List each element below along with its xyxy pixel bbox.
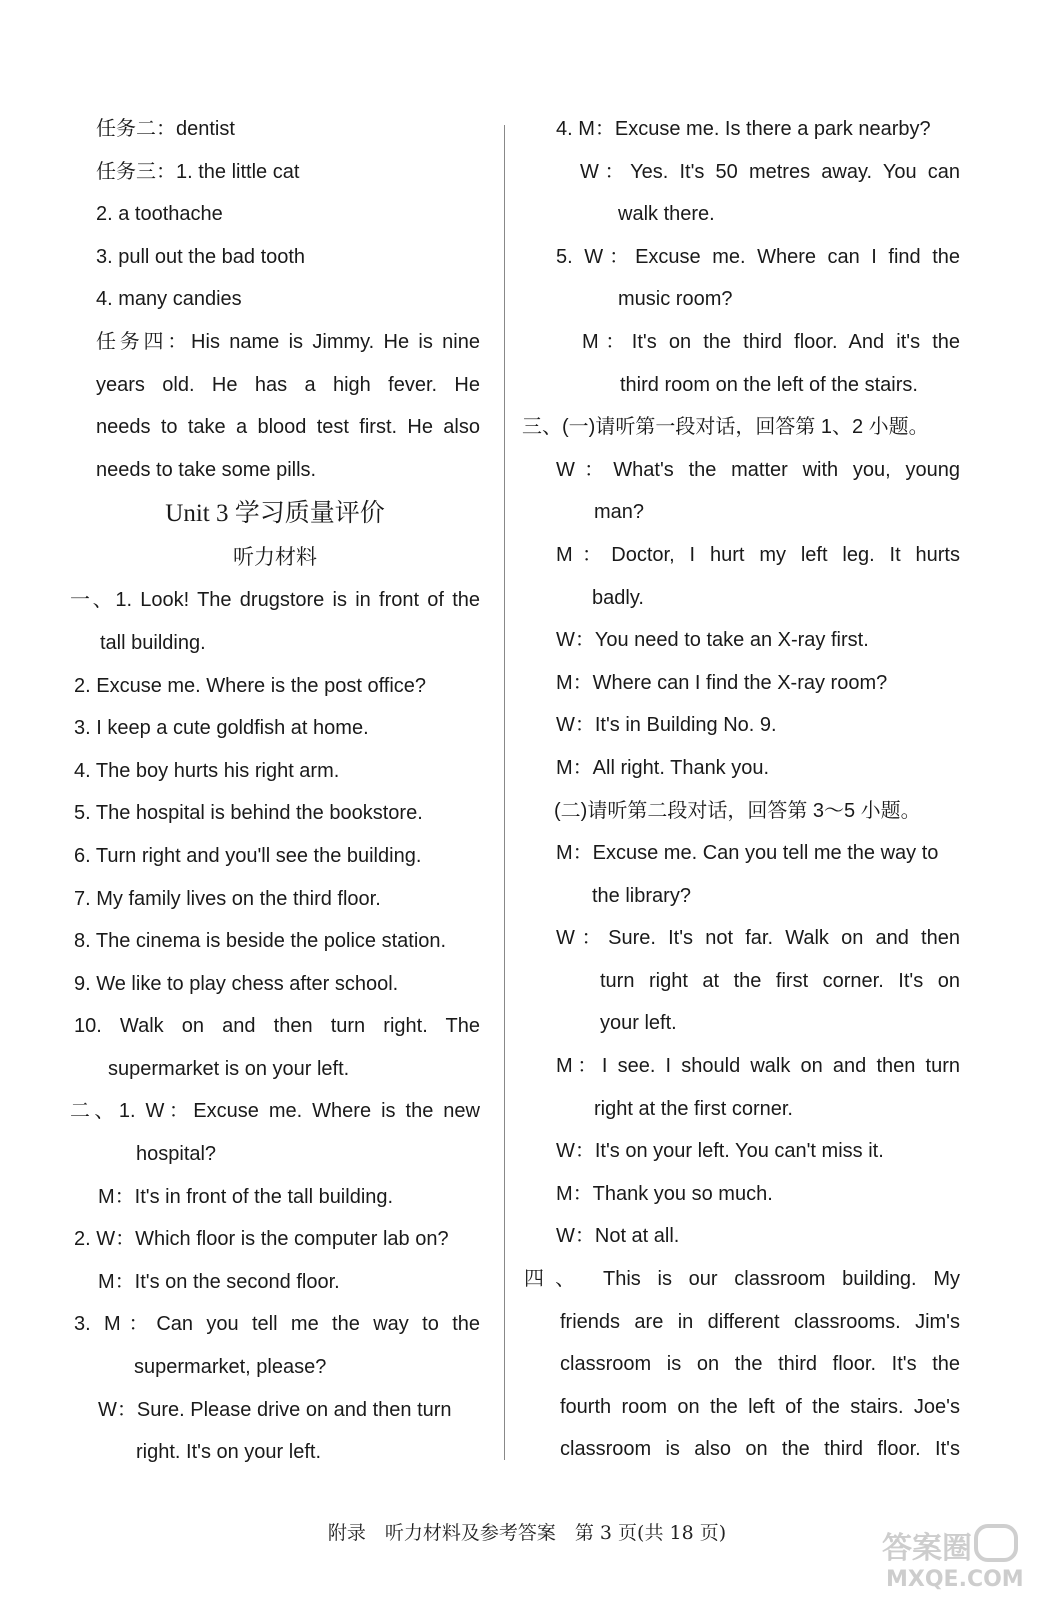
right-line: music room? xyxy=(618,288,733,311)
right-line: classroom is on the third floor. It's the xyxy=(560,1353,960,1376)
right-line: M：Where can I find the X-ray room? xyxy=(556,671,888,694)
left-line: M：It's on the second floor. xyxy=(98,1270,340,1293)
right-line: W：It's on your left. You can't miss it. xyxy=(556,1140,884,1163)
right-line: W：You need to take an X-ray first. xyxy=(556,629,869,652)
right-line: the library? xyxy=(592,884,691,907)
right-line: third room on the left of the stairs. xyxy=(620,373,918,396)
left-line: needs to take some pills. xyxy=(96,458,317,481)
right-line: M：Doctor, I hurt my left leg. It hurts xyxy=(556,543,960,566)
right-line: walk there. xyxy=(618,203,715,226)
left-line: 4. The boy hurts his right arm. xyxy=(74,759,340,782)
left-line: supermarket is on your left. xyxy=(108,1057,350,1080)
right-line: fourth room on the left of the stairs. Joe's xyxy=(560,1395,960,1418)
right-line: 三、(一)请听第一段对话，回答第 1、2 小题。 xyxy=(522,416,929,439)
left-line: years old. He has a high fever. He xyxy=(96,373,480,396)
left-line: 3. M：Can you tell me the way to the xyxy=(74,1313,480,1336)
right-column xyxy=(522,108,960,1471)
left-line: 7. My family lives on the third floor. xyxy=(74,887,381,910)
right-line: M：It's on the third floor. And it's the xyxy=(582,330,960,353)
right-line: man? xyxy=(594,501,645,524)
right-line: W：Not at all. xyxy=(556,1225,680,1248)
watermark-line1: 答案圈 xyxy=(882,1531,972,1566)
left-line: 10. Walk on and then turn right. The xyxy=(74,1015,480,1038)
page-footer: 附录 听力材料及参考答案 第 3 页(共 18 页) xyxy=(327,1522,727,1544)
left-line: 任务二：dentist xyxy=(96,118,235,140)
right-line: M：All right. Thank you. xyxy=(556,756,770,779)
left-line: hospital? xyxy=(136,1143,217,1166)
left-line: 3. pull out the bad tooth xyxy=(96,245,306,268)
left-line: W：Sure. Please drive on and then turn xyxy=(98,1398,452,1421)
left-line: 3. I keep a cute goldfish at home. xyxy=(74,717,369,740)
right-line: 5. W：Excuse me. Where can I find the xyxy=(556,245,960,268)
right-line: right at the first corner. xyxy=(594,1097,793,1120)
left-line: right. It's on your left. xyxy=(136,1441,322,1464)
right-line: M：Thank you so much. xyxy=(556,1182,773,1205)
left-line: 4. many candies xyxy=(96,288,242,311)
right-line: M：Excuse me. Can you tell me the way to xyxy=(556,842,939,865)
left-line: needs to take a blood test first. He also xyxy=(96,416,480,439)
left-line: tall building. xyxy=(100,631,206,654)
watermark-line2: MXQE.COM xyxy=(886,1567,1024,1592)
right-line: badly. xyxy=(592,586,644,609)
right-line: 四、 This is our classroom building. My xyxy=(524,1268,960,1291)
left-line: 2. Excuse me. Where is the post office? xyxy=(74,674,427,697)
right-line: turn right at the first corner. It's on xyxy=(600,969,960,992)
left-line: Unit 3 学习质量评价 xyxy=(165,500,385,528)
left-line: 8. The cinema is beside the police station. xyxy=(74,930,447,953)
left-line: 任务三：1. the little cat xyxy=(96,160,300,183)
left-line: 5. The hospital is behind the bookstore. xyxy=(74,802,423,825)
right-line: W：Yes. It's 50 metres away. You can xyxy=(580,160,960,183)
right-line: friends are in different classrooms. Jim's xyxy=(560,1310,960,1333)
right-line: classroom is also on the third floor. It's xyxy=(560,1438,960,1461)
left-line: M：It's in front of the tall building. xyxy=(98,1185,394,1208)
right-line: W：It's in Building No. 9. xyxy=(556,714,777,737)
left-line: 一、1. Look! The drugstore is in front of the xyxy=(70,589,480,612)
watermark-logo xyxy=(876,1524,1036,1594)
right-line: your left. xyxy=(600,1012,677,1035)
right-line: 4. M：Excuse me. Is there a park nearby? xyxy=(556,118,931,140)
left-line: 6. Turn right and you'll see the building. xyxy=(74,844,422,867)
right-line: (二)请听第二段对话，回答第 3～5 小题。 xyxy=(554,799,921,822)
watermark-logo-icon xyxy=(876,1524,1036,1594)
column-divider xyxy=(504,125,505,1460)
left-line: 9. We like to play chess after school. xyxy=(74,972,399,995)
right-line: W：What's the matter with you, young xyxy=(556,458,960,481)
right-line: M：I see. I should walk on and then turn xyxy=(556,1055,960,1078)
left-line: 任务四：His name is Jimmy. He is nine xyxy=(96,330,480,353)
left-line: 二、1. W：Excuse me. Where is the new xyxy=(70,1100,480,1123)
right-line: W：Sure. It's not far. Walk on and then xyxy=(556,927,960,950)
left-line: 2. a toothache xyxy=(96,203,223,226)
left-line: supermarket, please? xyxy=(134,1356,327,1379)
left-line: 听力材料 xyxy=(233,546,317,570)
left-column xyxy=(70,108,480,1474)
left-line: 2. W：Which floor is the computer lab on? xyxy=(74,1228,449,1251)
